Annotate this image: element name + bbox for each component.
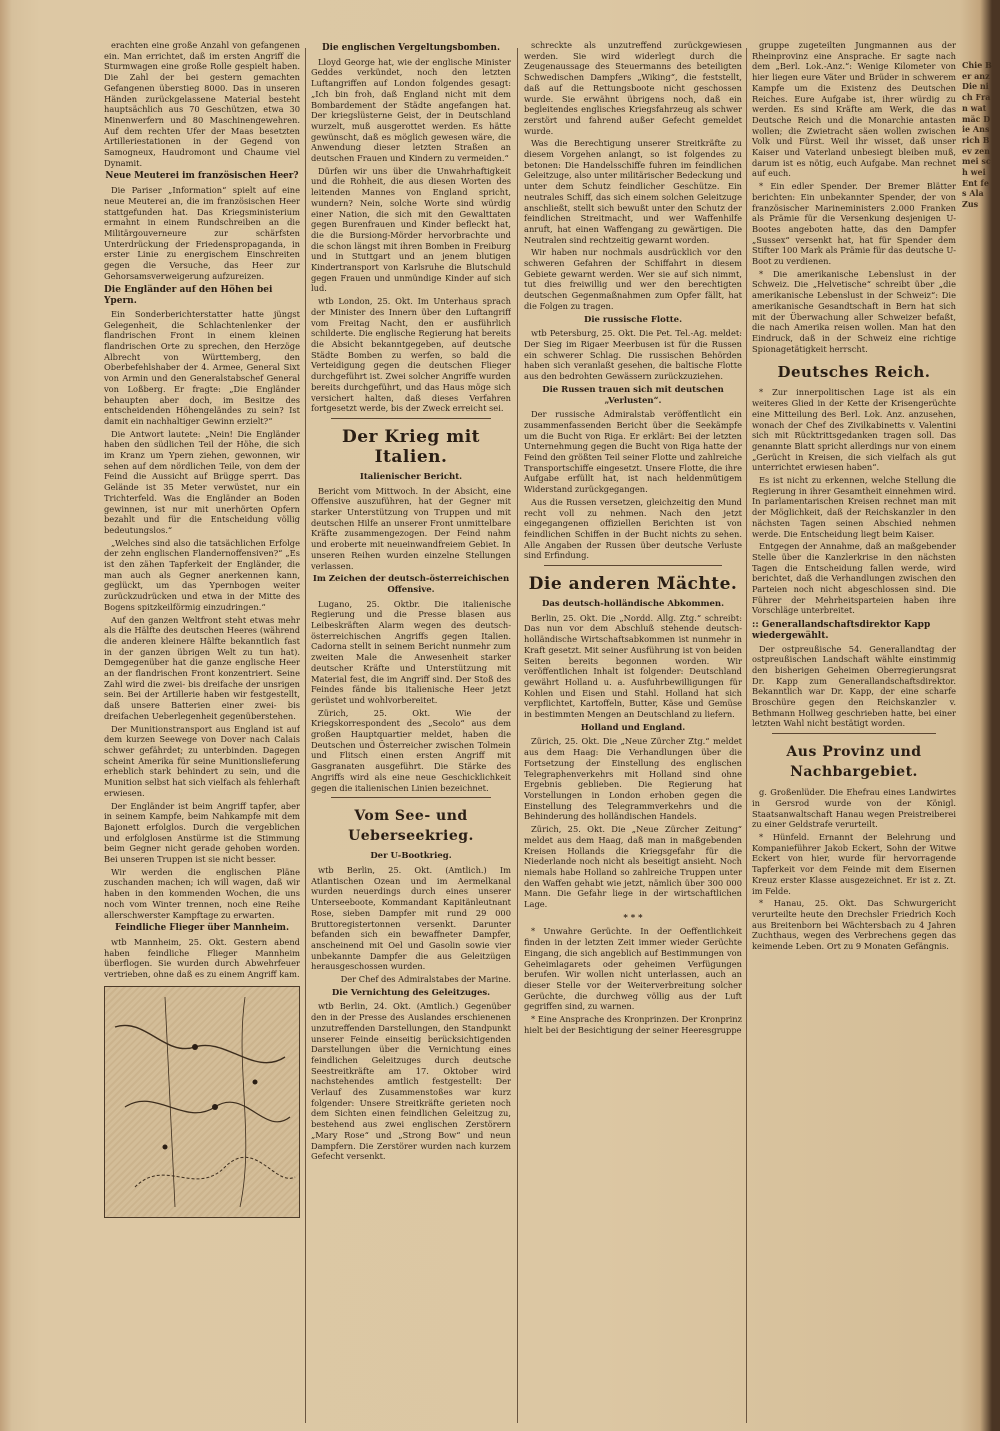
- paragraph: * Die amerikanische Lebenslust in der Schweiz. Die „Helvetische“ schreibt über „die amerikanische Lebenslust in der Schweiz“: Die amerikanische Gesandtschaft in Bern hat sich mit der Überwachung aller Schweizer befaßt, die nach Amerika reisen wollen. Man hat den Eindruck, daß in der Schweiz eine richtige Spionagetätigkeit herrscht.: [752, 268, 956, 354]
- subhead: Das deutsch-holländische Abkommen.: [541, 599, 725, 610]
- subhead: Die russische Flotte.: [583, 314, 683, 325]
- paragraph: * Unwahre Gerüchte. In der Oeffentlichkeit finden in der letzten Zeit immer wieder Gerüchte Eingang, die sich angeblich auf Bestimmungen von Geheimlagarets oder geheimen Verfügungen berufen. Wir wollen nicht unterlassen, auch an dieser Stelle vor der Weiterverbreitung solcher Gerüchte, die durchweg völlig aus der Luft gegriffen sind, zu warnen.: [524, 926, 742, 1012]
- paragraph: Bericht vom Mittwoch. In der Absicht, eine Offensive auszuführen, hat der Gegner mit starker Unterstützung von Truppen und mit deutschen Hilfe an unserer Front unmittelbare Kräfte zusammengezogen. Der Feind nahm und eroberte mit neueinwandfreiem Gebiet. In unseren Reihen wurden einzelne Stellungen verlassen.: [311, 485, 511, 571]
- signature: Der Chef des Admiralstabes der Marine.: [340, 974, 511, 985]
- paragraph: Der russische Admiralstab veröffentlicht ein zusammenfassenden Bericht über die Seekämpfe um die Bucht von Riga. Er erklärt: Bei der letzten Unternehmung gegen die Bucht von Riga hatte der Feind den größten Teil seiner Flotte und zahlreiche Transportschiffe eingesetzt. Unsere Flotte, die ihre Aufgabe erfüllt hat, ist nach heldenmütigem Widerstand zurückgegangen.: [524, 409, 742, 495]
- section-title-italien: Der Krieg mit Italien.: [341, 426, 481, 467]
- section-title-seekrieg: Vom See- und Ueberseekrieg.: [348, 808, 474, 845]
- divider: [331, 418, 491, 419]
- paragraph: schreckte als unzutreffend zurückgewiesen werden. Sie wird widerlegt durch die Zeugenaussage des Steuermanns des beteiligten Schwedischen Dampfers „Wiking“, die feststellt, daß auf die Rettungsboote nicht geschossen wurde. Sie erwähnt übrigens noch, daß ein begleitendes englisches Kriegsfahrzeug als schwer zerstört und fahrend außer Gefecht gemeldet wurde.: [524, 40, 742, 136]
- subhead: Holland und England.: [580, 722, 686, 733]
- subhead: Der U-Bootkrieg.: [370, 851, 452, 862]
- paragraph: wtb Petersburg, 25. Okt. Die Pet. Tel.-Ag. meldet: Der Sieg im Rigaer Meerbusen ist für die Russen ein schwerer Schlag. Die russischen Behörden haben sich veranlaßt gesehen, die baltische Flotte aus den bedrohten Gewässern zurückzuziehen.: [524, 328, 742, 382]
- paragraph: * Eine Ansprache des Kronprinzen. Der Kronprinz hielt bei der Besichtigung der seiner Heeresgruppe: [524, 1014, 742, 1035]
- paragraph: g. Großenlüder. Die Ehefrau eines Landwirtes in Gersrod wurde von der Königl. Staatsanwaltschaft Hanau wegen Preistreiberei zu einer Geldstrafe verurteilt.: [752, 787, 956, 830]
- subhead: Im Zeichen der deutsch-österreichischen Offensive.: [312, 574, 510, 595]
- paragraph: Auf den ganzen Weltfront steht etwas mehr als die Hälfte des deutschen Heeres (während die anderen kleinere Hälfte bekanntlich fast in der ganzen übrigen Welt zu tun hat). Demgegenüber hat die ganze englische Heer an der flandrischen Front konzentriert. Seine Zahl wird die zwei- bis dreifache der unsrigen sein. Bei der Artillerie haben wir festgestellt, daß unsere Batterien einer zwei- bis dreifachen Ueberlegenheit gegenüberstehen.: [104, 614, 300, 721]
- paragraph: Es ist nicht zu erkennen, welche Stellung die Regierung in ihrer Gesamtheit einnehmen wird. In parlamentarischen Kreisen rechnet man mit der Möglichkeit, daß der Reichskanzler in den nächsten Tagen seinen Abschied nehmen werde. Die Entscheidung liegt beim Kaiser.: [752, 475, 956, 539]
- column-divider: [305, 48, 306, 1423]
- paragraph: Ein Sonderberichterstatter hatte jüngst Gelegenheit, die Schlachtenlenker der flandrischen Front in einem kleinen flandrischen Orte zu sprechen, den Herzöge Albrecht von Württemberg, den Oberbefehlshaber der 4. Armee, General Sixt von Armin und den Generalstabschef General von Loßberg. Er fragte: „Die Engländer behaupten aber doch, im Besitze des entscheidenden Höhengeländes zu sein? Ist damit ein nachhaltiger Gewinn erzielt?“: [104, 308, 300, 426]
- paragraph: Der Engländer ist beim Angriff tapfer, aber in seinem Kampfe, beim Nahkampfe mit dem Bajonett erfolglos. Durch die vergeblichen und erfolglosen Anstürme ist die Stimmung beim Gegner nicht gerade gehoben worden. Bei unseren Truppen ist sie nicht besser.: [104, 800, 300, 865]
- paragraph: Zürich, 25. Okt. Die „Neue Zürcher Ztg.“ meldet aus dem Haag: Die Verhandlungen über die Fortsetzung der Einstellung des englischen Telegraphenverkehrs mit Holland sind ohne Ergebnis geblieben. Die Regierung hat Vorstellungen in London erhoben gegen die Einstellung des Telegrammverkehrs und die Behinderung des holländischen Handels.: [524, 736, 742, 822]
- paragraph: Lugano, 25. Oktbr. Die italienische Regierung und die Presse blasen aus Leibeskräften Alarm wegen des deutsch-österreichischen Angriffs gegen Italien. Cadorna stellt in seinem Bericht nunmehr zum zweiten Male die Anwesenheit starker deutscher Kräfte und Unterstützung mit Material fest, die im Angriff sind. Der Stoß des Feindes fände bis italienische Heer jetzt gerüstet und wohlvorbereitet.: [311, 598, 511, 705]
- divider: [544, 565, 722, 566]
- paragraph: Die Pariser „Information“ spielt auf eine neue Meuterei an, die im französischen Heer stattgefunden hat. Das Kriegsministerium ermahnt in einem Rundschreiben an die Militärgouverneure zur schärfsten Unterdrückung der Friedenspropaganda, in erster Linie zu energischem Einschreiten gegen die Versuche, das Heer zur Gehorsamsverweigerung aufzureizen.: [104, 185, 300, 281]
- paragraph: gruppe zugeteilten Jungmannen aus der Rheinprovinz eine Ansprache. Er sagte nach dem „Berl. Lok.-Anz.“: Wenige Kilometer von hier liegen eure Väter und Brüder in schwerem Kampfe um die Existenz des Deutschen Reiches. Eure Aufgabe ist, ihrer würdig zu werden. Es sind Kräfte am Werk, die das Deutsche Reich und die Monarchie antasten wollen; die Zwietracht säen wollen zwischen Volk und Fürst. Weil ihr wisset, daß unser Kaiser und Vaterland unbesiegt bleiben muß, darum ist es nötig, euch Aufgabe. Man rechnet auf euch.: [752, 40, 956, 179]
- paragraph: Aus die Russen versetzen, gleichzeitig den Mund recht voll zu nehmen. Nach den jetzt eingegangenen offiziellen Berichten ist von feindlichen Schiffen in der Bucht nichts zu sehen. Alle Angaben der Russen über deutsche Verluste sind Erfindung.: [524, 496, 742, 561]
- column-divider: [746, 48, 747, 1423]
- subhead: Die Vernichtung des Geleitzuges.: [331, 987, 491, 998]
- paragraph: Berlin, 25. Okt. Die „Nordd. Allg. Ztg.“ schreibt: Das nun vor dem Abschluß stehende deutsch-holländische Wirtschaftsabkommen ist nunmehr in Kraft gesetzt. Mit seiner Ausführung ist von beiden Seiten bereits begonnen worden. Wir veröffentlichen Inhalt ist folgender: Deutschland gewährt Holland u. a. Ausfuhrbewilligungen für Kohlen und Eisen und Stahl. Holland hat sich verpflichtet, Kartoffeln, Butter, Käse und Gemüse in bestimmten Mengen an Deutschland zu liefern.: [524, 612, 742, 720]
- column-divider: [517, 48, 518, 1423]
- paragraph: * Hanau, 25. Okt. Das Schwurgericht verurteilte heute den Drechsler Friedrich Koch aus Breitenborn bei Wächtersbach zu 4 Jahren Zuchthaus, wegen des Verbrechens gegen das keimende Leben. Ort zu 9 Monaten Gefängnis.: [752, 898, 956, 952]
- headline-kapp: :: Generallandschaftsdirektor Kapp wiedergewählt.: [752, 620, 931, 641]
- paragraph: wtb Berlin, 24. Okt. (Amtlich.) Gegenüber den in der Presse des Auslandes erschienenen unzutreffenden Darstellungen, den Standpunkt unserer Feinde einseitig berücksichtigenden Darstellungen über die Vernichtung eines feindlichen Geleitzuges durch deutsche Seestreitkräfte am 17. Oktober wird nachstehendes amtlich festgestellt: Der Verlauf des Zusammenstoßes war kurz folgender: Unsere Streitkräfte gerieten noch dem Sichten einen feindlichen Geleitzug zu, bestehend aus zwei englischen Zerstörern „Mary Rose“ und „Strong Bow“ und neun Dampfern. Die Zerstörer wurden nach kurzem Gefecht versenkt.: [311, 1001, 511, 1162]
- paragraph: Der Munitionstransport aus England ist auf dem kurzen Seewege von Dover nach Calais schwer gefährdet; zu unterbinden. Dagegen scheint Amerika für seine Munitionslieferung erheblich stark behindert zu sein, und die Munition selbst hat sich vielfach als fehlerhaft erwiesen.: [104, 723, 300, 798]
- subhead: Die Russen trauen sich mit deutschen „Verlusten“.: [542, 384, 724, 406]
- column-2: [311, 40, 511, 1425]
- paragraph: * Hünfeld. Ernannt der Belehrung und Kompanieführer Jakob Eckert, Sohn der Witwe Eckert von hier, wurde für hervorragende Tapferkeit vor dem Feinde mit dem Eisernen Kreuz erster Klasse ausgezeichnet. Er ist z. Zt. im Felde.: [752, 832, 956, 896]
- paragraph: wtb Mannheim, 25. Okt. Gestern abend haben feindliche Flieger Mannheim überflogen. Sie wurden durch Abwehrfeuer vertrieben, ohne daß es zu einem Angriff kam.: [104, 936, 300, 980]
- paragraph: Dürfen wir uns über die Unwahrhaftigkeit und die Rohheit, die aus diesen Worten des leitenden Mannes von England spricht, wundern? Nein, solche Worte sind würdig einer Nation, die sich mit den Gewalttaten gegen Burenfrauen und Kinder befleckt hat, die die Bursiong-Mörder hervorbrachte und die schon längst mit ihren Bomben in Freiburg und in Stuttgart und an jenem blutigen Kindertransport von Karlsruhe die Blutschuld gegen Frauen und unmündige Kinder auf sich lud.: [311, 165, 511, 294]
- paragraph: Entgegen der Annahme, daß an maßgebender Stelle über die Kanzlerkrise in den nächsten Tagen die Entscheidung fallen werde, wird berichtet, daß die Verhandlungen zwischen den Parteien noch nicht abgeschlossen sind. Die Führer der Mehrheitsparteien haben ihre Vorschläge unterbreitet.: [752, 541, 956, 616]
- paragraph: Zürich, 25. Okt. Die „Neue Zürcher Zeitung“ meldet aus dem Haag, daß man in maßgebenden Kreisen Hollands die Kriegsgefahr für die Niederlande noch nicht als beseitigt ansieht. Noch niemals habe Holland so zahlreiche Truppen unter den Waffen gehabt wie jetzt, nämlich über 300 000 Mann. Die Gefahr liege in der wirtschaftlichen Lage.: [524, 824, 742, 910]
- paragraph: Der ostpreußische 54. Generallandtag der ostpreußischen Landschaft wählte einstimmig den bisherigen Geheimen Oberregierungsrat Dr. Kapp zum Generallandschaftsdirektor. Bekanntlich war Dr. Kapp, der eine scharfe Broschüre gegen den Reichskanzler v. Bethmann Hollweg geschrieben hatte, bei einer letzten Wahl nicht bestätigt worden.: [752, 643, 956, 729]
- subhead: Italienischer Bericht.: [359, 471, 463, 482]
- front-map-image: [104, 986, 300, 1218]
- next-page-edge-text: Chie Ber anz Die nich Fran wat mäc Die Ans rich Bev zen mei sch wei Ent fes Ala Zus: [962, 60, 992, 210]
- paragraph: * Zur innerpolitischen Lage ist als ein weiteres Glied in der Kette der Krisengerüchte eine Mitteilung des Berl. Lok. Anz. anzusehen, wonach der Chef des Zivilkabinetts v. Valentini sich mit Rücktrittsgedanken tragen soll. Das genannte Blatt spricht allerdings nur von einem „Gerücht in Kreisen, die sich vielfach als gut unterrichtet erwiesen haben“.: [752, 387, 956, 473]
- section-title-maechte: Die anderen Mächte.: [528, 574, 738, 595]
- section-title-provinz: Aus Provinz und Nachbargebiet.: [786, 744, 922, 781]
- paragraph: Die Antwort lautete: „Nein! Die Engländer haben den südlichen Teil der Höhe, die sich im Kranz um Ypern ziehen, gewonnen, wir sehen auf dem nördlichen Teile, von dem der Feind die Aussicht auf Brügge sperrt. Das Gelände ist 35 Meter verwüstet, nur ein Trichterfeld. Was die Engländer an Boden gewinnen, ist nur mit unerhörten Opfern bezahlt und für die Entscheidung völlig bedeutungslos.“: [104, 428, 300, 535]
- paragraph: wtb Berlin, 25. Okt. (Amtlich.) Im Atlantischen Ozean und im Aermelkanal wurden neuerdings durch eines unserer Unterseeboote, Kommandant Kapitänleutnant Rose, sieben Dampfer mit rund 29 000 Bruttoregistertonnen versenkt. Darunter befanden sich ein bewaffneter Dampfer, anscheinend mit Oel und Gasolin sowie vier unbekannte Dampfer die aus Geleitzügen herausgeschossen wurden.: [311, 865, 511, 972]
- divider: [331, 797, 491, 798]
- paragraph: * Ein edler Spender. Der Bremer Blätter berichten: Ein unbekannter Spender, der von französischer Marineministers 2.000 Franken als Prämie für die Versenkung desjenigen U-Bootes angeboten hatte, das den Dampfer „Sussex“ versenkt hat, hat für Spender dem Stifter 100 Mark als Prämie für das deutsche U-Boot zu verdienen.: [752, 181, 956, 267]
- section-title-reich: Deutsches Reich.: [777, 363, 931, 382]
- paragraph: Wir werden die englischen Pläne zuschanden machen; ich will wagen, daß wir haben in den kommenden Wochen, die uns noch vom Winter trennen, noch eine Reihe allerschwerster Kampftage zu erwarten.: [104, 866, 300, 920]
- separator-stars: * * *: [623, 912, 643, 923]
- column-4: [752, 40, 956, 1425]
- paragraph: Zürich, 25. Okt. Wie der Kriegskorrespondent des „Secolo“ aus dem großen Hauptquartier meldet, haben die Deutschen und Österreicher zwischen Tolmein und Flitsch einen ersten Angriff mit Gasgranaten ausgeführt. Die Stärke des Angriffs wird als eine neue Geschicklichkeit gegen die italienischen Linien bezeichnet.: [311, 707, 511, 793]
- headline-mannheim: Feindliche Flieger über Mannheim.: [114, 923, 290, 934]
- column-3: [524, 40, 742, 1425]
- headline-vergeltung: Die englischen Vergeltungsbomben.: [321, 43, 501, 53]
- paragraph: Lloyd George hat, wie der englische Minister Geddes verkündet, noch den letzten Luftangriffen auf London folgendes gesagt: „Ich bin froh, daß England nicht mit dem Bombardement der Städte angefangen hat. Der kriegslüsterne Geist, der in Deutschland wurzelt, muß ausgerottet werden. Es hätte gewünscht, daß es möglich gewesen wäre, die Anwendung dieser letzten Straßen an deutschen Frauen und Kindern zu vermeiden.“: [311, 56, 511, 164]
- headline-ypern: Die Engländer auf den Höhen bei Ypern.: [104, 285, 273, 307]
- paragraph: „Welches sind also die tatsächlichen Erfolge der zehn englischen Flandernoffensiven?“ „Es ist den zähen Tapferkeit der Engländer, die man auch als Gegner anerkennen kann, geglückt, um das Ypernbogen weiter zurückzudrücken und etwa in der Mitte des Bogens spitzkeilförmig einzudringen.“: [104, 537, 300, 612]
- paragraph: Was die Berechtigung unserer Streitkräfte zu diesem Vorgehen anlangt, so ist folgendes zu betonen: Die Handelsschiffe fuhren im feindlichen Geleitzuge, also unter militärischer Bedeckung und unter dem Schutz feindlicher Geschütze. Ein neutrales Schiff, das sich einem solchen Geleitzuge anschließt, stellt sich bewußt unter den Schutz der feindlichen Streitmacht, und wer Waffenhilfe anruft, hat einen Waffengang zu gewärtigen. Die Neutralen sind rechtzeitig gewarnt worden.: [524, 138, 742, 245]
- headline-meuterei: Neue Meuterei im französischen Heer?: [105, 171, 299, 182]
- divider: [772, 733, 936, 734]
- paragraph: Wir haben nur nochmals ausdrücklich vor den schweren Gefahren der Schiffahrt in diesem Gebiete gewarnt werden. Wer sie auf sich nimmt, tut dies freiwillig und wer den berechtigten deutschen Gegenmaßnahmen zum Opfer fällt, hat die Folgen zu tragen.: [524, 247, 742, 311]
- map-lines: [105, 987, 299, 1215]
- article-intro: erachten eine große Anzahl von gefangenen ein. Man errichtet, daß im ersten Angriff die Sturmwagen eine große Rolle gespielt haben. Die Zahl der bei gestern gemachten Gefangenen überstieg 8000. Das in unseren Händen zurückgelassene Material besteht hauptsächlich aus 70 Geschützen, etwa 30 Minenwerfern und 80 Maschinengewehren. Auf dem rechten Ufer der Maas besetzten Artilleriestationen in der Gegend von Samogneux, Haudromont und Chaume viel Dynamit.: [104, 40, 300, 168]
- paragraph: wtb London, 25. Okt. Im Unterhaus sprach der Minister des Innern über den Luftangriff vom Freitag Nacht, den er ausführlich schilderte. Die englische Regierung hat bereits die Absicht bekanntgegeben, auf deutsche Städte Bomben zu werfen, so bald die Verteidigung gegen die deutschen Flieger durchgeführt ist. Zwei solcher Angriffe wurden bereits durchgeführt, und das Haus möge sich versichert halten, daß dieses Verfahren fortgesetzt werde, bis der Zweck erreicht sei.: [311, 296, 511, 414]
- column-1: [104, 40, 300, 1425]
